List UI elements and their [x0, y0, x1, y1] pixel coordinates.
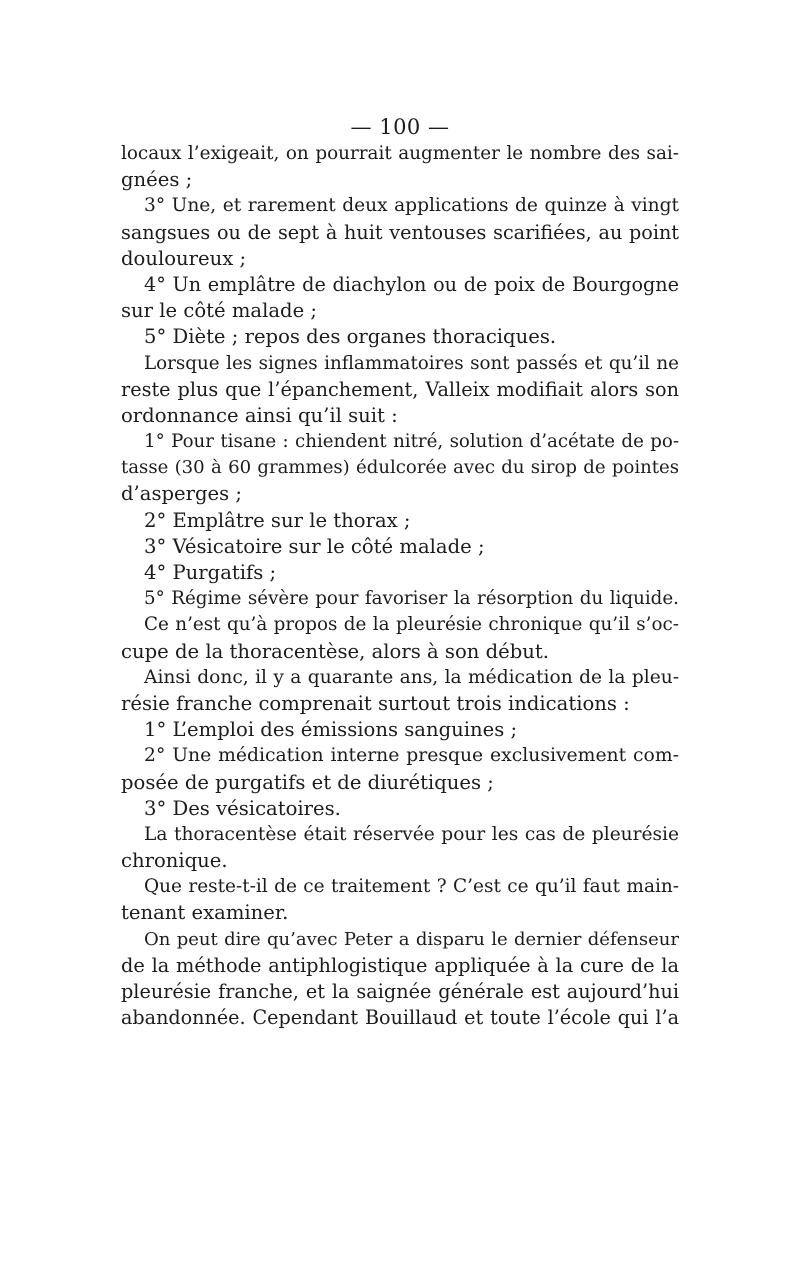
text-line: 2° Emplâtre sur le thorax ; — [144, 508, 411, 532]
text-line: 1° L’emploi des émissions sanguines ; — [144, 718, 518, 742]
text-line: sur le côté malade ; — [121, 299, 318, 323]
text-line: 3° Une, et rarement deux applications de quinze à vingt — [144, 195, 679, 217]
text-line: Que reste-t-il de ce traitement ? C’est ce qu’il faut main- — [144, 876, 679, 898]
text-line: pleurésie franche, et la saignée générale est aujourd’hui — [121, 980, 679, 1003]
page-number: — 100 — — [350, 115, 450, 139]
text-line: 5° Régime sévère pour favoriser la résorption du liquide. — [144, 588, 679, 610]
text-line: locaux l’exigeait, on pourrait augmenter le nombre des sai- — [121, 143, 679, 164]
text-line: La thoracentèse était réservée pour les cas de pleurésie — [144, 823, 679, 845]
text-line: Lorsque les signes inflammatoires sont passés et qu’il ne — [144, 352, 679, 374]
text-line: 5° Diète ; repos des organes thoraciques. — [144, 325, 557, 349]
text-line: de la méthode antiphlogistique appliquée à la cure de la — [121, 953, 679, 977]
text-line: 1° Pour tisane : chiendent nitré, solution d’acétate de po- — [144, 431, 679, 453]
text-line: 4° Purgatifs ; — [144, 561, 277, 584]
text-line: douloureux ; — [121, 246, 247, 270]
text-line: d’asperges ; — [121, 482, 243, 506]
text-line: 3° Vésicatoire sur le côté malade ; — [144, 534, 485, 558]
text-line: tasse (30 à 60 grammes) édulcorée avec du sirop de pointes — [121, 457, 679, 479]
text-line: résie franche comprenait surtout trois indications : — [121, 691, 630, 715]
text-line: Ainsi donc, il y a quarante ans, la médication de la pleu- — [144, 666, 679, 688]
text-line: On peut dire qu’avec Peter a disparu le dernier défenseur — [144, 928, 679, 950]
text-line: cupe de la thoracentèse, alors à son début. — [121, 639, 550, 663]
text-line: 3° Des vésicatoires. — [144, 796, 341, 820]
text-line: tenant examiner. — [121, 901, 289, 925]
text-line: Ce n’est qu’à propos de la pleurésie chronique qu’il s’oc- — [144, 614, 679, 636]
text-line: 4° Un emplâtre de diachylon ou de poix de Bourgogne — [144, 272, 679, 296]
text-line: 2° Une médication interne presque exclusivement com- — [144, 745, 679, 767]
text-line: posée de purgatifs et de diurétiques ; — [121, 770, 494, 794]
text-line: gnées ; — [121, 168, 193, 192]
text-line: sangsues ou de sept à huit ventouses scarifiées, au point — [121, 220, 679, 244]
text-line: abandonnée. Cependant Bouillaud et toute l’école qui l’a — [121, 1006, 679, 1030]
text-line: chronique. — [121, 849, 228, 873]
body-text — [121, 141, 679, 1031]
text-line: reste plus que l’épanchement, Valleix modifiait alors son — [121, 377, 679, 401]
text-line: ordonnance ainsi qu’il suit : — [121, 403, 398, 427]
